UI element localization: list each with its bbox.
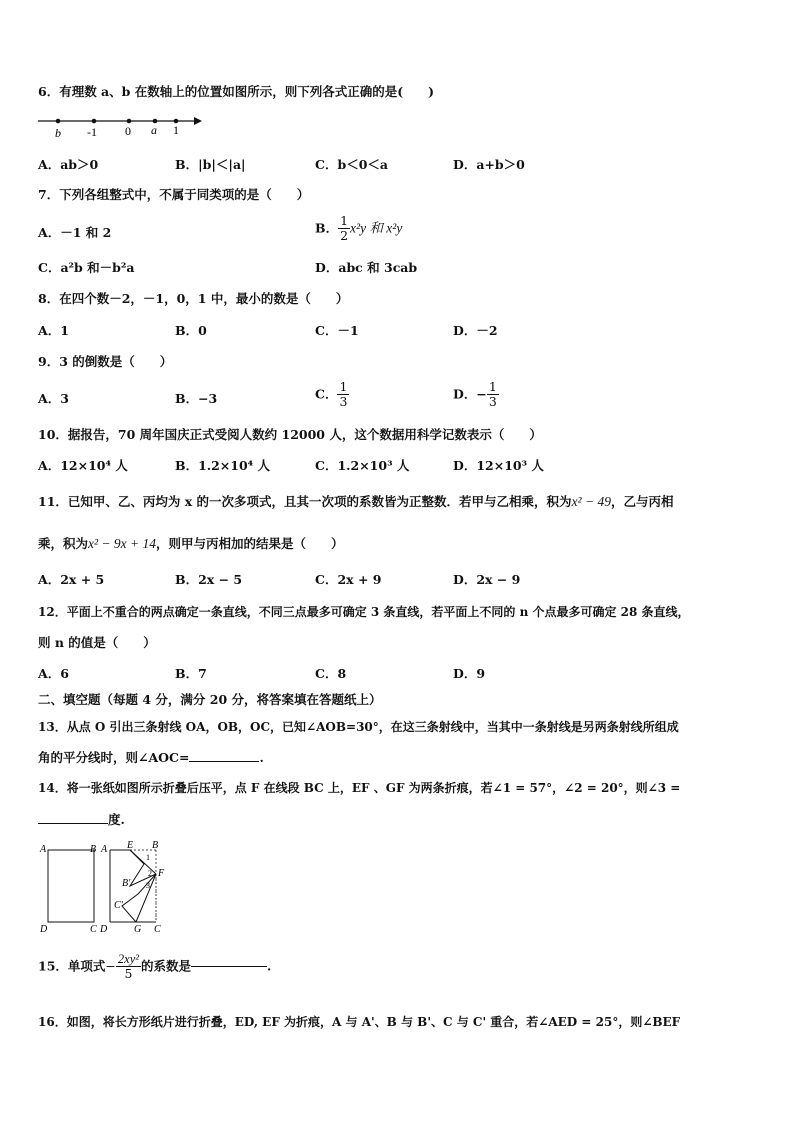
svg-text:D: D	[100, 924, 108, 935]
q7-option-a: A．－1 和 2	[38, 225, 112, 240]
q10-stem: 10．据报告，70 周年国庆正式受阅人数约 12000 人，这个数据用科学记数表示（ ）	[38, 427, 542, 442]
q8-option-d: D．－2	[453, 323, 498, 338]
q9-d-fraction: $\frac{1}{3}$	[488, 379, 497, 409]
q10-option-a: A．12×10⁴ 人	[38, 458, 128, 473]
q15-fraction: $\frac{\text{2xy²}}{5}$	[117, 952, 139, 981]
q15-line: 15．单项式− $\frac{\text{2xy²}}{5}$ 的系数是 .	[38, 952, 272, 981]
q14-line1: 14．将一张纸如图所示折叠后压平，点 F 在线段 BC 上，EF 、GF 为两条折痕，若∠1 = 57°，∠2 = 20°，则∠3 =	[38, 781, 681, 795]
q9-option-a: A．3	[38, 391, 69, 406]
q13-line2: 角的平分线时，则∠AOC= .	[38, 750, 264, 765]
q7-option-b	[315, 214, 402, 243]
q13-answer-blank	[189, 761, 259, 762]
q9-c-fraction: $\frac{1}{3}$	[339, 379, 348, 409]
q6-option-a: A．ab＞0	[38, 157, 99, 172]
axis-label-neg1: -1	[87, 125, 97, 139]
svg-text:1: 1	[146, 853, 150, 862]
svg-text:C': C'	[114, 900, 123, 911]
q10-option-b: B．1.2×10⁴ 人	[175, 458, 271, 473]
q11-option-d: D．2x − 9	[453, 572, 521, 587]
svg-text:2: 2	[148, 869, 152, 878]
q9-option-d: D．− $\frac{1}{3}$	[453, 379, 497, 409]
q7-option-c: C．a²b 和－b²a	[38, 260, 135, 275]
svg-text:A: A	[40, 844, 47, 855]
q11-expr1: x² − 49	[571, 494, 611, 509]
q8-option-b: B．0	[175, 323, 207, 338]
svg-text:G: G	[134, 924, 142, 935]
q9-option-c: C． $\frac{1}{3}$	[315, 379, 348, 409]
q9-option-b: B．−3	[175, 391, 218, 406]
q10-option-c: C．1.2×10³ 人	[315, 458, 410, 473]
q6-number-line	[36, 111, 204, 141]
q7-stem: 7．下列各组整式中，不属于同类项的是（ ）	[38, 187, 310, 202]
svg-text:F: F	[158, 868, 165, 879]
q7-option-d: D．abc 和 3cab	[315, 260, 418, 275]
svg-text:A: A	[101, 844, 108, 855]
q9-stem: 9．3 的倒数是（ ）	[38, 354, 173, 369]
q8-stem: 8．在四个数－2，－1，0，1 中，最小的数是（ ）	[38, 291, 349, 306]
q7-b-fraction: $\frac{1}{2}$	[340, 213, 349, 243]
q13-line1: 13．从点 O 引出三条射线 OA，OB，OC，已知∠AOB=30°，在这三条射线中，当其中一条射线是另两条射线所组成	[38, 720, 679, 734]
q14-answer-blank	[38, 823, 108, 824]
svg-text:B': B'	[122, 878, 131, 889]
svg-text:C: C	[154, 924, 161, 935]
q6-option-c: C．b＜0＜a	[315, 157, 388, 172]
q12-line2: 则 n 的值是（ ）	[38, 635, 156, 650]
q6-option-d: D．a+b＞0	[453, 157, 525, 172]
q11-line1: 11．已知甲、乙、丙均为 x 的一次多项式，且其一次项的系数皆为正整数．若甲与乙相乘，积为x² − 49，乙与丙相	[38, 494, 674, 509]
q16-line1: 16．如图，将长方形纸片进行折叠，ED, EF 为折痕，A 与 A'、B 与 B'、C 与 C' 重合，若∠AED = 25°，则∠BEF	[38, 1015, 681, 1029]
q11-expr2: x² − 9x + 14	[88, 536, 157, 551]
axis-label-1: 1	[173, 123, 179, 137]
axis-label-a: a	[151, 123, 157, 137]
q10-option-d: D．12×10³ 人	[453, 458, 544, 473]
q12-option-a: A．6	[38, 666, 69, 681]
svg-text:D: D	[40, 924, 48, 935]
svg-text:3: 3	[146, 881, 150, 890]
axis-label-0: 0	[125, 124, 131, 138]
q6-stem: 6．有理数 a、b 在数轴上的位置如图所示，则下列各式正确的是( )	[38, 84, 435, 99]
q11-option-c: C．2x + 9	[315, 572, 382, 587]
svg-text:E: E	[127, 840, 134, 851]
q7-option-b-label: B．	[315, 220, 339, 236]
q12-option-d: D．9	[453, 666, 486, 681]
q11-line2: 乘，积为x² − 9x + 14，则甲与丙相加的结果是（ ）	[38, 536, 344, 551]
svg-text:C: C	[90, 924, 97, 935]
section-heading: 二、填空题（每题 4 分，满分 20 分，将答案填在答题纸上）	[38, 692, 382, 707]
svg-text:B: B	[152, 840, 159, 851]
q11-option-b: B．2x − 5	[175, 572, 243, 587]
q11-option-a: A．2x + 5	[38, 572, 105, 587]
svg-text:B: B	[90, 844, 97, 855]
q12-option-b: B．7	[175, 666, 207, 681]
axis-label-b: b	[55, 126, 61, 140]
q14-fold-figure	[38, 840, 170, 936]
q7-b-expression: x²y 和 x²y	[350, 220, 403, 236]
q14-line2: 度.	[38, 812, 125, 828]
q8-option-a: A．1	[38, 323, 69, 338]
q12-option-c: C．8	[315, 666, 347, 681]
q12-line1: 12．平面上不重合的两点确定一条直线，不同三点最多可确定 3 条直线，若平面上不同的 n 个点最多可确定 28 条直线，	[38, 605, 690, 619]
q15-answer-blank	[191, 966, 267, 967]
q6-option-b: B．|b|＜|a|	[175, 157, 246, 172]
q8-option-c: C．－1	[315, 323, 359, 338]
